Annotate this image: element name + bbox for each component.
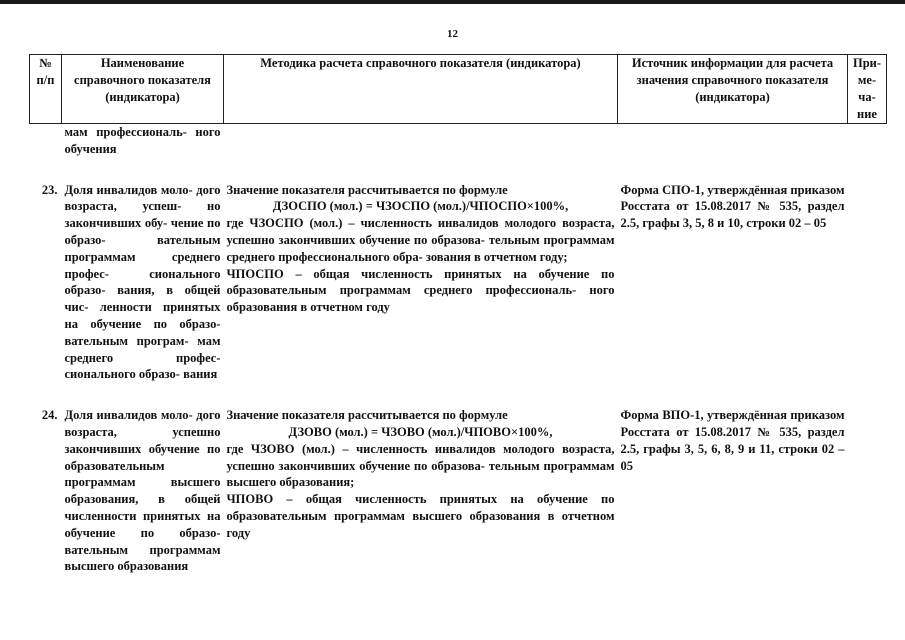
row-name: Доля инвалидов моло- дого возраста, успешно закончивших обучение по образовательным программам высшего образования, в общей численности принятых на обучение по образо- вательным программам высшего образования	[64, 408, 221, 574]
row-number: 23.	[41, 182, 58, 197]
continuation-name: мам профессиональ- ного обучения	[64, 125, 221, 156]
row-source: Форма СПО-1, утверждённая приказом Росстата от 15.08.2017 № 535, раздел 2.5, графы 3, 5, 8 и 10, строки 02 – 05	[620, 182, 845, 231]
header-method: Методика расчета справочного показателя (индикатора)	[224, 55, 618, 124]
row-name: Доля инвалидов моло- дого возраста, успеш- но закончивших обу- чение по образо- вательным программам среднего профес- сионального образо- вания, в общей чис- ленности принятых на обучение по образо- вательным програм- мам среднего профес- сионального образо- вания	[64, 182, 221, 382]
row-number: 24.	[41, 408, 58, 423]
row-method	[224, 182, 618, 384]
method-intro: Значение показателя рассчитывается по формуле	[226, 408, 508, 423]
method-definition: ЧПОВО – общая численность принятых на обучение по образовательным программам высшего образования в отчетном году	[226, 492, 615, 540]
method-definition: ЧПОСПО – общая численность принятых на обучение по образовательным программам среднего профессиональ- ного образования в отчетном году	[226, 266, 615, 315]
method-formula: ДЗОВО (мол.) = ЧЗОВО (мол.)/ЧПОВО×100%,	[288, 424, 553, 439]
header-name: Наименование справочного показателя (индикатора)	[62, 55, 224, 124]
page-number: 12	[447, 28, 458, 40]
header-note: При- ме- ча- ние	[848, 55, 887, 124]
top-border-line	[0, 0, 905, 4]
row-method	[224, 407, 618, 575]
method-definition: где ЧЗОСПО (мол.) – численность инвалидов молодого возраста, успешно закончивших обучение по образова- тельным программам среднего профессионального обра- зования в отчетном году;	[226, 216, 615, 264]
table-header-row	[30, 55, 887, 124]
header-number: № п/п	[30, 55, 62, 124]
table-row	[30, 407, 887, 575]
continuation-row	[30, 124, 887, 158]
method-definition: где ЧЗОВО (мол.) – численность инвалидов молодого возраста, успешно закончивших обучение по образова- тельным программам высшего образования;	[226, 441, 615, 490]
indicator-table	[29, 54, 887, 575]
method-formula: ДЗОСПО (мол.) = ЧЗОСПО (мол.)/ЧПОСПО×100%,	[272, 199, 569, 214]
header-source: Источник информации для расчета значения справочного показателя (индикатора)	[618, 55, 848, 124]
table-row	[30, 182, 887, 384]
method-intro: Значение показателя рассчитывается по формуле	[226, 182, 508, 197]
row-note	[848, 407, 887, 575]
row-source: Форма ВПО-1, утверждённая приказом Росстата от 15.08.2017 № 535, раздел 2.5, графы 3, 5, 6, 8, 9 и 11, строки 02 – 05	[620, 408, 845, 473]
indicator-table-sheet	[29, 54, 886, 575]
row-note	[848, 182, 887, 384]
